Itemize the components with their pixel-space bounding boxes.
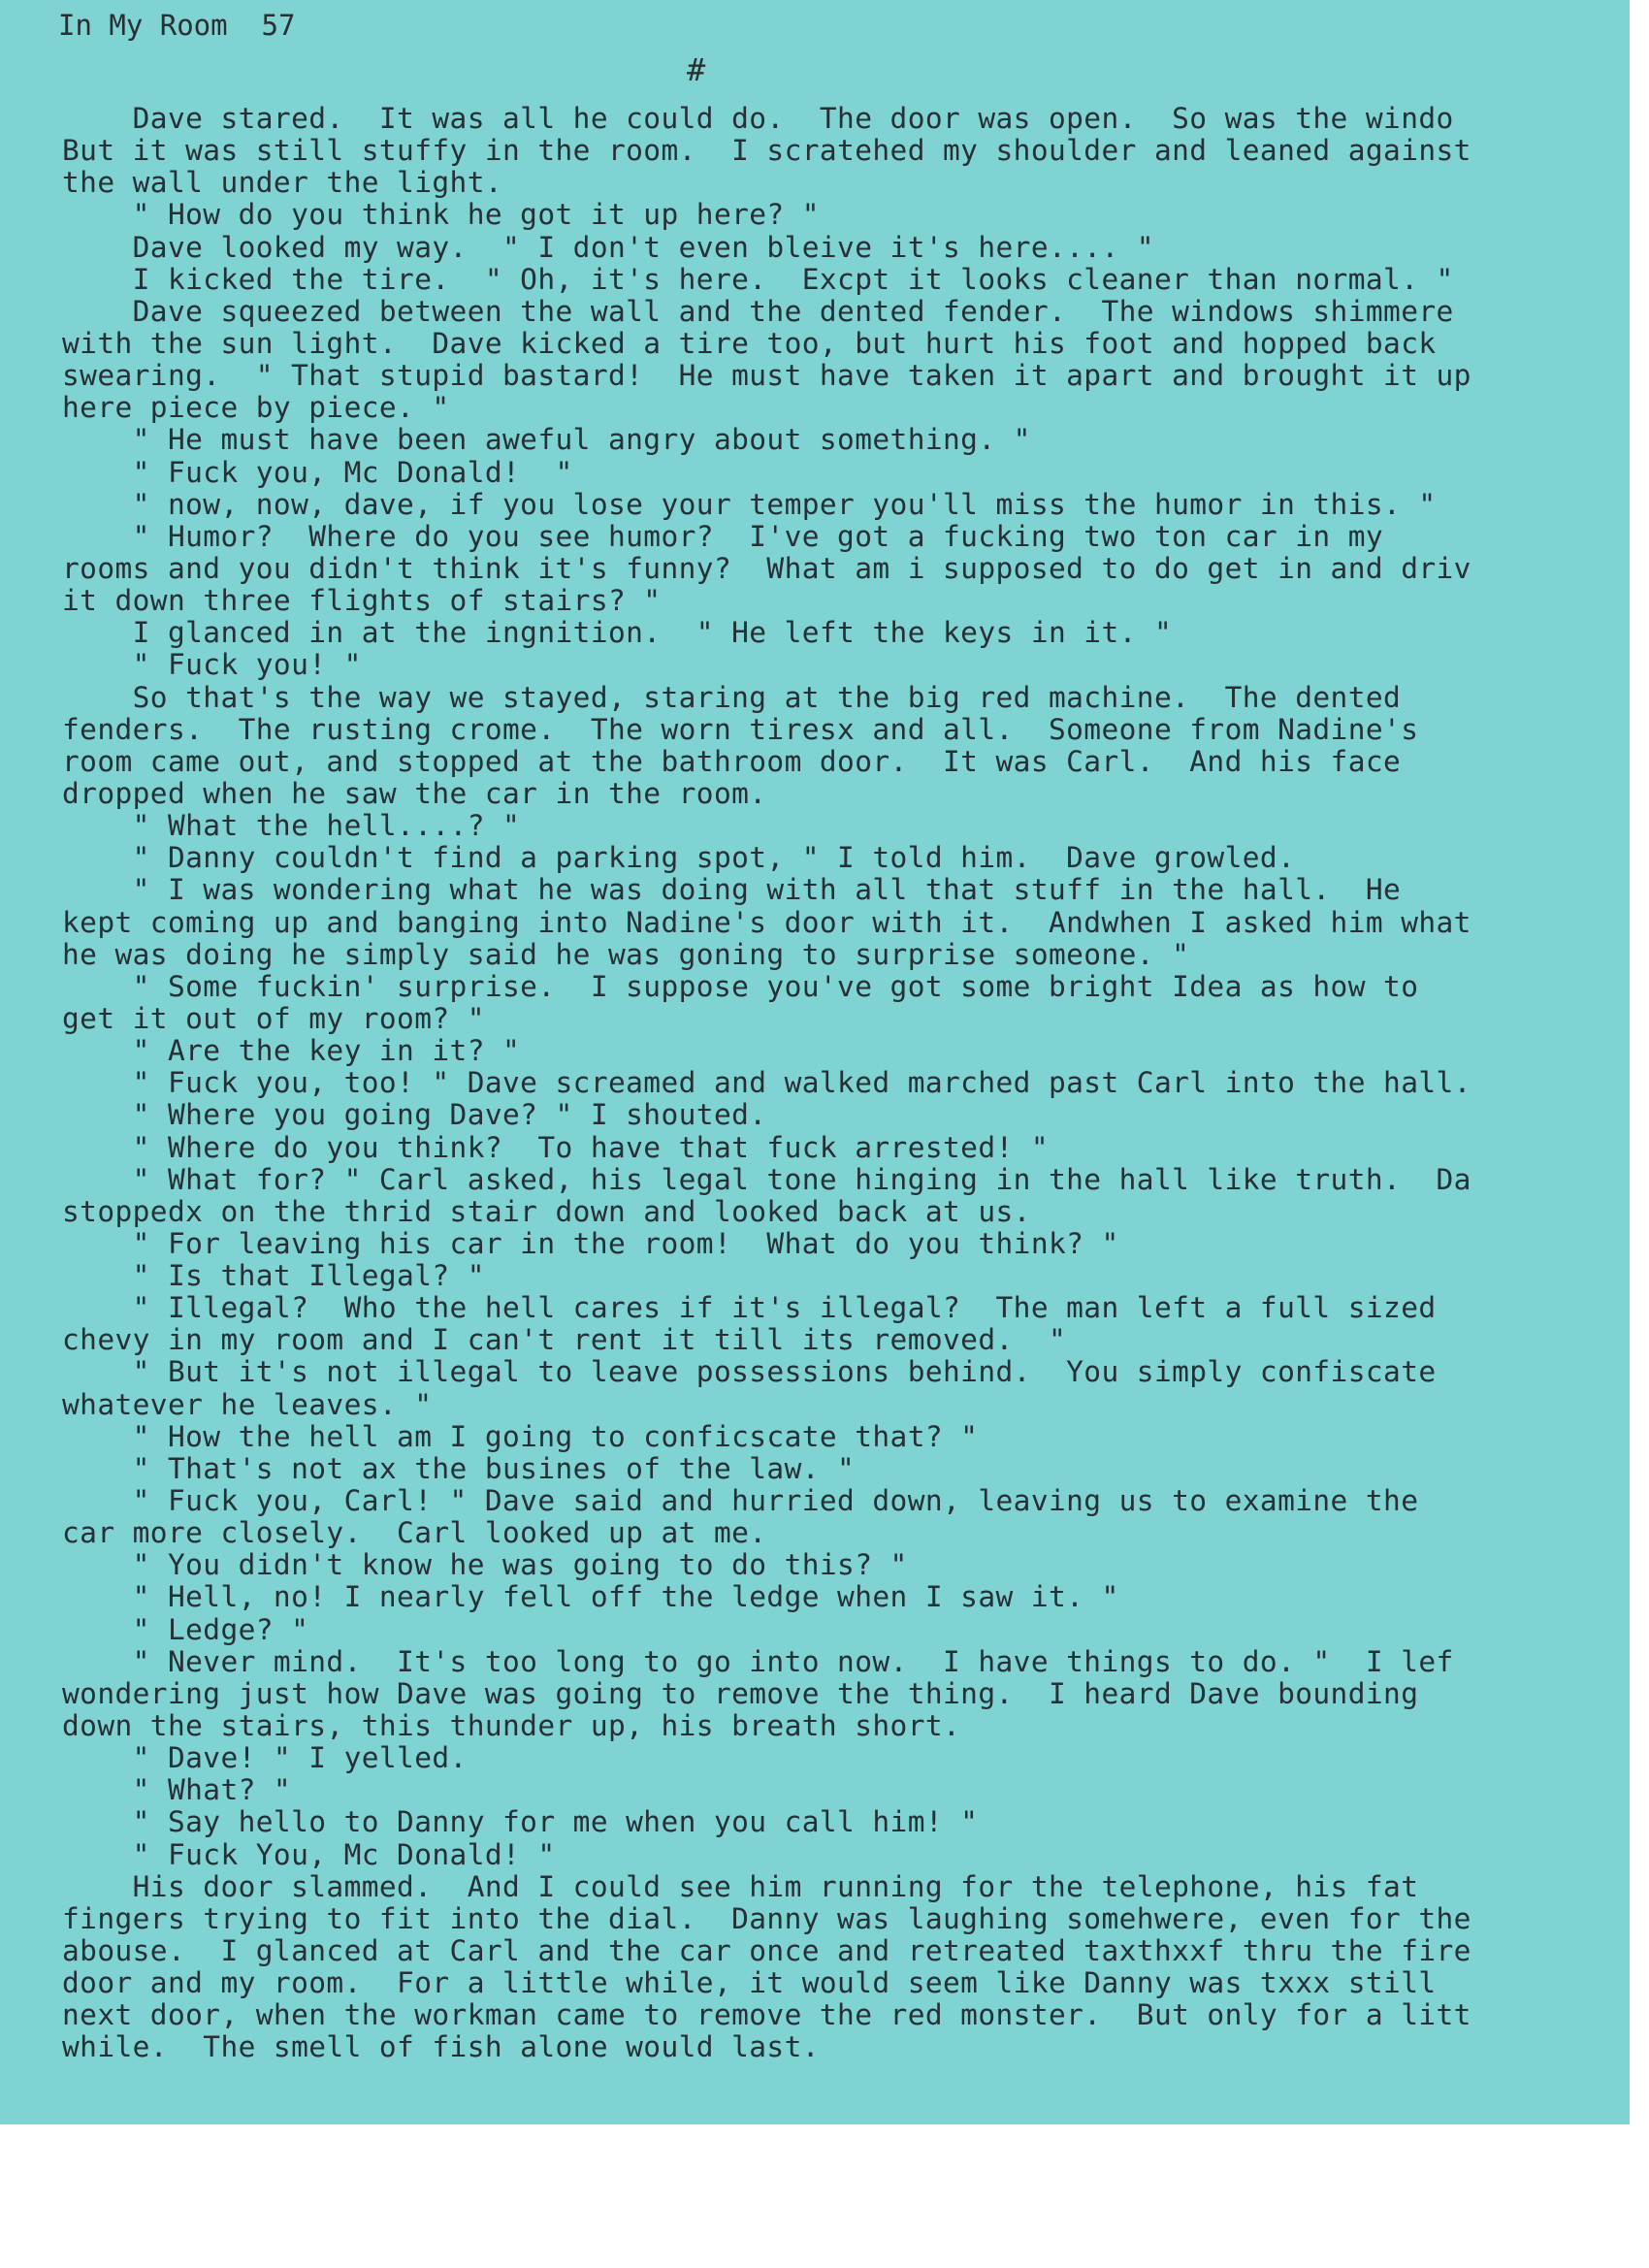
text-line: I kicked the tire. " Oh, it's here. Excpt it looks cleaner than normal. "	[62, 262, 1454, 296]
text-line: wondering just how Dave was going to remove the thing. I heard Dave bounding	[62, 1676, 1419, 1710]
text-line: get it out of my room? "	[62, 1001, 485, 1035]
text-line: " Is that Illegal? "	[62, 1259, 485, 1293]
text-line: room came out, and stopped at the bathroom door. It was Carl. And his face	[62, 744, 1402, 778]
text-line: Dave stared. It was all he could do. The door was open. So was the windo	[62, 102, 1454, 135]
typed-body	[62, 103, 1471, 2064]
text-line: Dave looked my way. " I don't even bleive it's here.... "	[62, 230, 1154, 264]
text-line: " Are the key in it? "	[62, 1034, 521, 1068]
text-line: down the stairs, this thunder up, his breath short.	[62, 1709, 961, 1743]
text-line: Dave squeezed between the wall and the dented fender. The windows shimmere	[62, 294, 1454, 328]
text-line: " You didn't know he was going to do this? "	[62, 1548, 908, 1582]
text-line: whatever he leaves. "	[62, 1387, 433, 1421]
text-line: fenders. The rusting crome. The worn tiresx and all. Someone from Nadine's	[62, 712, 1419, 746]
text-line: " Humor? Where do you see humor? I've got a fucking two ton car in my	[62, 519, 1384, 553]
text-line: rooms and you didn't think it's funny? What am i supposed to do get in and driv	[62, 551, 1471, 585]
text-line: His door slammed. And I could see him running for the telephone, his fat	[62, 1869, 1419, 1903]
text-line: " Fuck you, too! " Dave screamed and walked marched past Carl into the hall.	[62, 1066, 1471, 1100]
text-line: I glanced in at the ingnition. " He left the keys in it. "	[62, 616, 1173, 650]
text-line: while. The smell of fish alone would last.	[62, 2030, 820, 2064]
text-line: he was doing he simply said he was goning to surprise someone. "	[62, 937, 1190, 971]
page-header: In My Room 57	[58, 9, 296, 42]
text-line: stoppedx on the thrid stair down and looked back at us.	[62, 1194, 1031, 1228]
text-line: " Where you going Dave? " I shouted.	[62, 1098, 767, 1132]
text-line: chevy in my room and I can't rent it till its removed. "	[62, 1323, 1067, 1357]
text-line: " But it's not illegal to leave possessions behind. You simply confiscate	[62, 1355, 1437, 1389]
text-line: " How the hell am I going to conficscate that? "	[62, 1419, 979, 1453]
text-line: " Danny couldn't find a parking spot, " I told him. Dave growled.	[62, 841, 1296, 875]
text-line: " now, now, dave, if you lose your temper you'll miss the humor in this. "	[62, 487, 1437, 521]
text-line: the wall under the light.	[62, 166, 503, 200]
text-line: " Fuck you, Carl! " Dave said and hurried down, leaving us to examine the	[62, 1484, 1419, 1518]
text-line: " Ledge? "	[62, 1612, 309, 1646]
text-line: with the sun light. Dave kicked a tire too, but hurt his foot and hopped back	[62, 326, 1437, 360]
text-line: " Some fuckin' surprise. I suppose you've got some bright Idea as how to	[62, 969, 1419, 1003]
text-line: here piece by piece. "	[62, 391, 450, 425]
text-line: fingers trying to fit into the dial. Danny was laughing somehwere, even for the	[62, 1901, 1471, 1935]
text-line: " Never mind. It's too long to go into now. I have things to do. " I lef	[62, 1644, 1454, 1678]
text-line: kept coming up and banging into Nadine's door with it. Andwhen I asked him what	[62, 905, 1471, 939]
text-line: next door, when the workman came to remove the red monster. But only for a litt	[62, 1998, 1471, 2032]
text-line: abouse. I glanced at Carl and the car once and retreated taxthxxf thru the fire	[62, 1934, 1471, 1968]
page-margin	[1630, 0, 1649, 2124]
text-line: " What for? " Carl asked, his legal tone hinging in the hall like truth. Da	[62, 1162, 1471, 1196]
section-divider: #	[687, 51, 706, 88]
text-line: " That's not ax the busines of the law. "	[62, 1451, 856, 1485]
text-line: " Hell, no! I nearly fell off the ledge when I saw it. "	[62, 1580, 1119, 1614]
text-line: " Where do you think? To have that fuck arrested! "	[62, 1130, 1049, 1164]
text-line: " I was wondering what he was doing with all that stuff in the hall. He	[62, 873, 1402, 907]
text-line: " Illegal? Who the hell cares if it's illegal? The man left a full sized	[62, 1291, 1437, 1325]
text-line: So that's the way we stayed, staring at the big red machine. The dented	[62, 680, 1402, 714]
text-line: dropped when he saw the car in the room.	[62, 776, 767, 810]
text-line: " Dave! " I yelled.	[62, 1741, 468, 1775]
text-line: " Fuck you, Mc Donald! "	[62, 455, 573, 489]
text-line: " He must have been aweful angry about something. "	[62, 423, 1031, 457]
text-line: car more closely. Carl looked up at me.	[62, 1516, 767, 1550]
text-line: " Say hello to Danny for me when you call him! "	[62, 1805, 979, 1839]
text-line: " What the hell....? "	[62, 809, 521, 843]
text-line: " Fuck You, Mc Donald! "	[62, 1837, 556, 1871]
text-line: door and my room. For a little while, it would seem like Danny was txxx still	[62, 1966, 1437, 2000]
text-line: " What? "	[62, 1773, 292, 1807]
text-line: " How do you think he got it up here? "	[62, 198, 820, 232]
text-line: But it was still stuffy in the room. I scratehed my shoulder and leaned against	[62, 134, 1471, 168]
text-line: swearing. " That stupid bastard! He must have taken it apart and brought it up	[62, 359, 1471, 393]
text-line: it down three flights of stairs? "	[62, 584, 662, 618]
text-line: " For leaving his car in the room! What do you think? "	[62, 1226, 1119, 1260]
text-line: " Fuck you! "	[62, 648, 362, 682]
